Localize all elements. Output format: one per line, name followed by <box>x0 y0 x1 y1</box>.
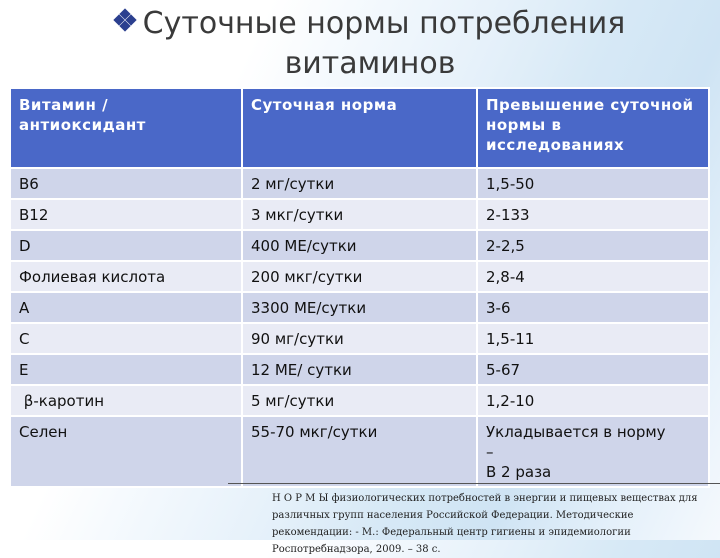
title-text-1: Суточные нормы потребления <box>142 6 626 41</box>
table-row <box>10 199 709 230</box>
cell-excess: 2-133 <box>477 199 709 230</box>
cell-norm: 90 мг/сутки <box>242 323 477 354</box>
title-line-1 <box>40 4 700 44</box>
cell-excess: 1,5-50 <box>477 168 709 199</box>
table-row <box>10 385 709 416</box>
slide-title <box>40 4 700 84</box>
table-row <box>10 261 709 292</box>
cell-excess-line-3: В 2 раза <box>486 463 552 481</box>
reference-note: Н О Р М Ы физиологических потребностей в энергии и пищевых веществах для различных групп населения Российской Федерации. Методические рекомендации: - М.: Федеральный центр гигиены и эпидемиологии Роспотребнадзора, 2009. – 38 с. <box>272 493 698 555</box>
cell-vitamin: В12 <box>10 199 242 230</box>
cell-excess: 2-2,5 <box>477 230 709 261</box>
reference-divider <box>228 483 720 484</box>
cell-excess: 5-67 <box>477 354 709 385</box>
cell-vitamin: С <box>10 323 242 354</box>
cell-excess: 2,8-4 <box>477 261 709 292</box>
cell-vitamin: Е <box>10 354 242 385</box>
title-line-2: витаминов <box>284 46 456 81</box>
cell-norm: 3 мкг/сутки <box>242 199 477 230</box>
cell-excess: 1,5-11 <box>477 323 709 354</box>
cell-norm: 400 МЕ/сутки <box>242 230 477 261</box>
cell-excess-line-1: Укладывается в норму <box>486 423 666 441</box>
cell-vitamin: В6 <box>10 168 242 199</box>
table-row <box>10 292 709 323</box>
diamond-bullet-icon <box>115 10 135 30</box>
table-row <box>10 354 709 385</box>
cell-norm: 55-70 мкг/сутки <box>242 416 477 487</box>
header-vitamin: Витамин / антиоксидант <box>10 88 242 168</box>
table-header-row <box>10 88 709 168</box>
cell-excess <box>477 416 709 487</box>
cell-norm: 200 мкг/сутки <box>242 261 477 292</box>
cell-vitamin: Фолиевая кислота <box>10 261 242 292</box>
cell-excess: 1,2-10 <box>477 385 709 416</box>
table-row <box>10 416 709 487</box>
table-row <box>10 323 709 354</box>
table-row <box>10 168 709 199</box>
cell-excess-line-2: – <box>486 443 494 461</box>
header-daily-norm: Суточная норма <box>242 88 477 168</box>
cell-vitamin: А <box>10 292 242 323</box>
cell-norm: 5 мг/сутки <box>242 385 477 416</box>
cell-norm: 3300 МЕ/сутки <box>242 292 477 323</box>
cell-vitamin: D <box>10 230 242 261</box>
cell-norm: 2 мг/сутки <box>242 168 477 199</box>
cell-vitamin: Селен <box>10 416 242 487</box>
cell-vitamin: β-каротин <box>10 385 242 416</box>
cell-excess: 3-6 <box>477 292 709 323</box>
cell-norm: 12 МЕ/ сутки <box>242 354 477 385</box>
vitamin-norms-table <box>9 87 710 488</box>
table-row <box>10 230 709 261</box>
header-excess: Превышение суточной нормы в исследованиях <box>477 88 709 168</box>
